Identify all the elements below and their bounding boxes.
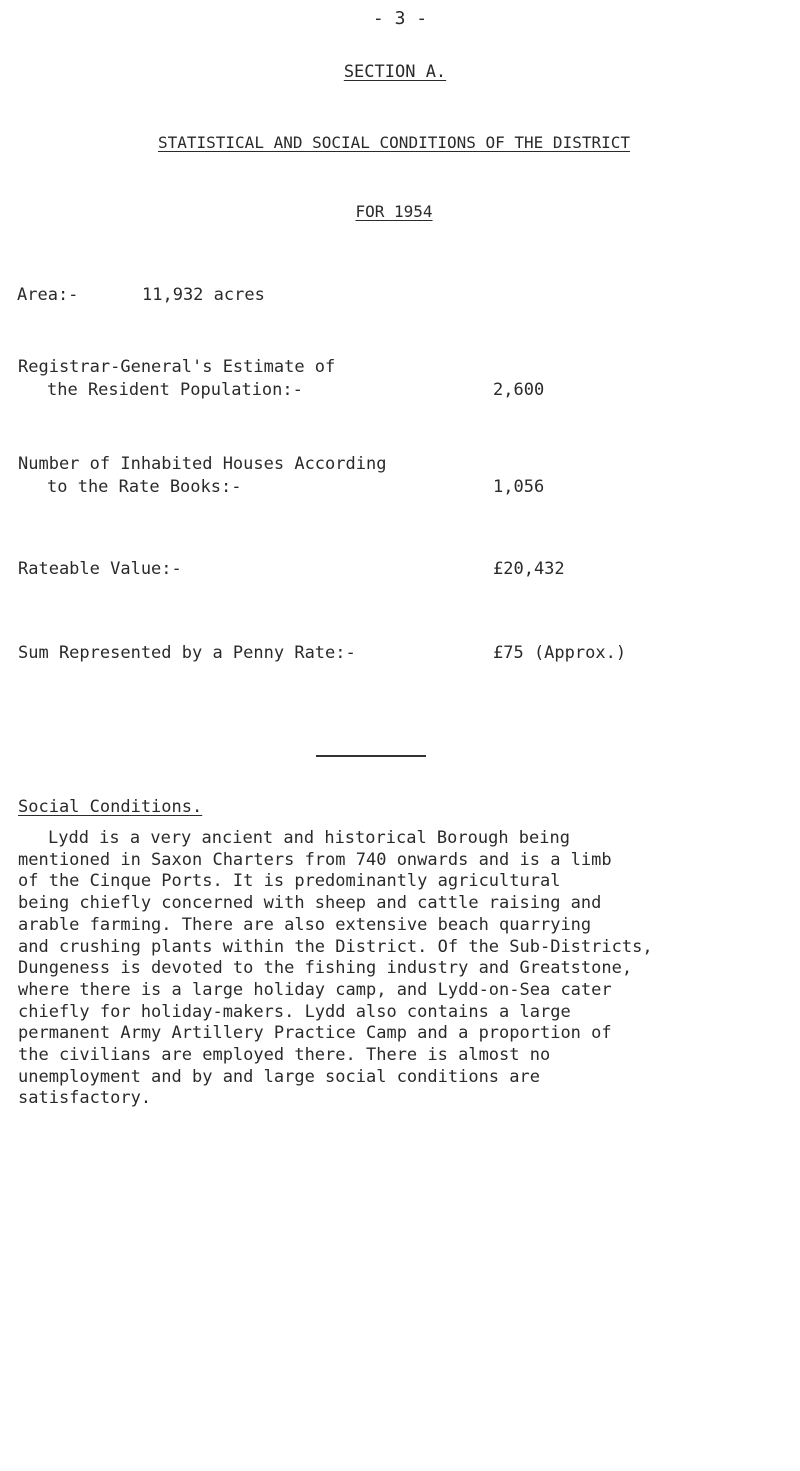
area-value: 11,932 acres [142,285,265,305]
rateable-value: £20,432 [493,559,565,579]
rateable-value-label: Rateable Value:- [18,559,182,579]
houses-label-line-1: Number of Inhabited Houses According [18,454,387,474]
paragraph-line: chiefly for holiday-makers. Lydd also contains a large [18,1001,571,1022]
paragraph-line: of the Cinque Ports. It is predominantly agricultural [18,871,561,892]
section-heading: SECTION A. [343,62,447,82]
population-label-line-1: Registrar-General's Estimate of [18,357,336,377]
penny-rate-value: £75 (Approx.) [493,643,627,663]
area-label: Area:- [17,285,79,305]
page-number: - 3 - [372,8,428,29]
penny-rate-label: Sum Represented by a Penny Rate:- [18,643,356,663]
paragraph-line: Dungeness is devoted to the fishing industry and Greatstone, [18,958,633,979]
houses-value: 1,056 [493,477,545,497]
document-title: STATISTICAL AND SOCIAL CONDITIONS OF THE DISTRICT [157,133,630,152]
social-conditions-heading: Social Conditions. [18,797,203,817]
paragraph-line: unemployment and by and large social conditions are [18,1066,540,1087]
report-year: FOR 1954 [355,202,433,221]
population-label-line-2: the Resident Population:- [47,380,303,400]
paragraph-line: and crushing plants within the District. Of the Sub-Districts, [18,936,653,957]
paragraph-line: mentioned in Saxon Charters from 740 onwards and is a limb [18,849,612,870]
paragraph-line: where there is a large holiday camp, and Lydd-on-Sea cater [18,979,612,1000]
paragraph-line: arable farming. There are also extensive beach quarrying [18,914,592,935]
section-divider [316,755,426,757]
houses-label-line-2: to the Rate Books:- [47,477,242,497]
population-value: 2,600 [493,380,545,400]
paragraph-line: Lydd is a very ancient and historical Borough being [48,828,570,848]
social-conditions-paragraph [18,828,800,1110]
paragraph-line: being chiefly concerned with sheep and cattle raising and [18,893,602,914]
paragraph-line: the civilians are employed there. There is almost no [18,1045,551,1066]
paragraph-line: permanent Army Artillery Practice Camp and a proportion of [18,1023,612,1044]
paragraph-line: satisfactory. [18,1088,152,1109]
